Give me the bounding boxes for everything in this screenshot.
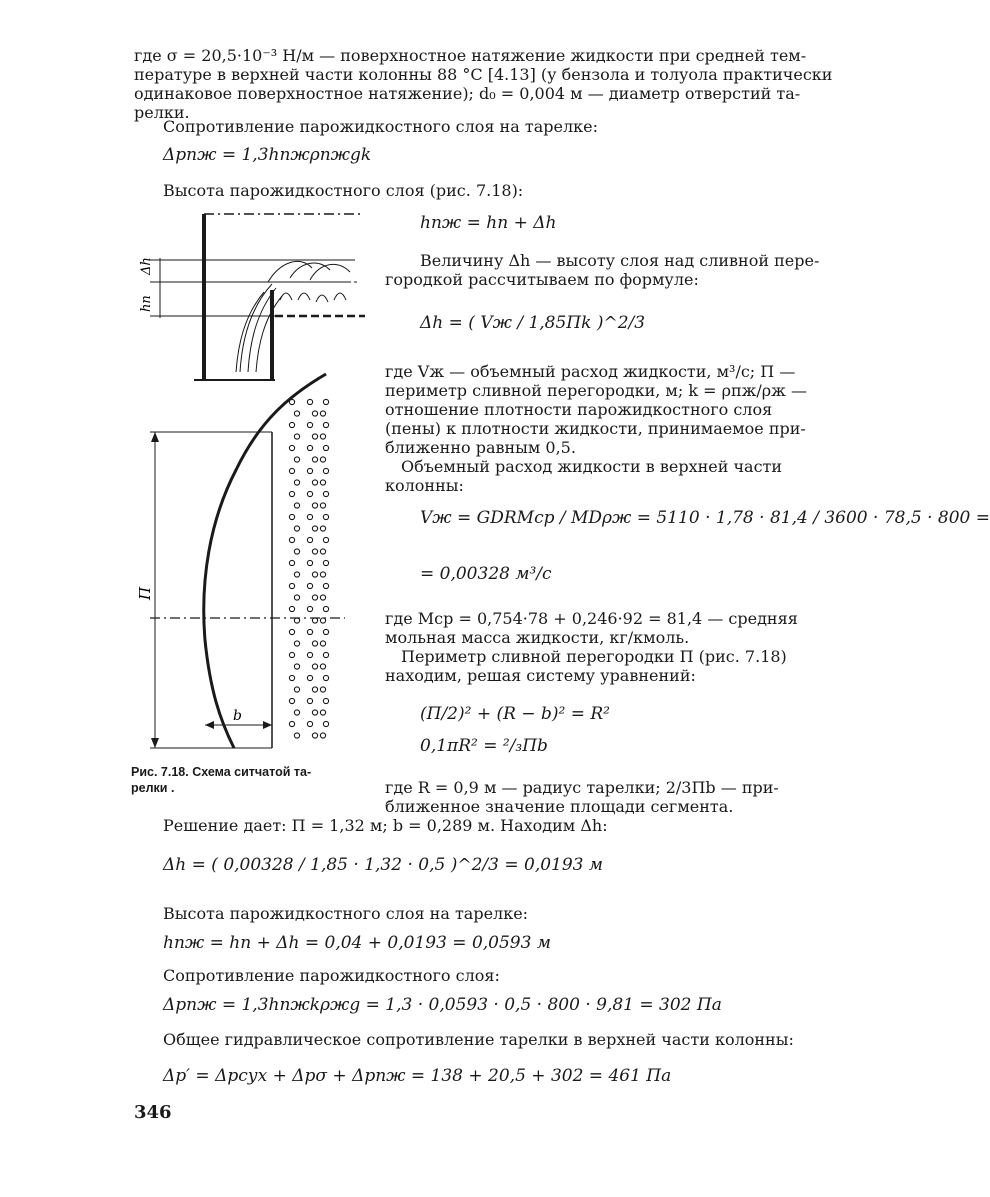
sieve-hole	[289, 606, 294, 611]
text-line: Величину Δh — высоту слоя над сливной пере-	[420, 251, 820, 270]
sieve-hole	[294, 572, 299, 577]
label-perimeter: П	[136, 586, 154, 600]
sieve-hole	[312, 503, 317, 508]
sieve-hole	[289, 629, 294, 634]
sieve-hole	[294, 526, 299, 531]
sieve-hole	[307, 422, 312, 427]
sieve-hole	[323, 399, 328, 404]
sieve-hole	[294, 710, 299, 715]
sieve-hole	[307, 698, 312, 703]
sieve-hole	[294, 480, 299, 485]
text-line: городкой рассчитываем по формуле:	[385, 270, 699, 289]
formula: Δh = ( 0,00328 / 1,85 · 1,32 · 0,5 )^2/3 = 0,0193 м	[163, 855, 603, 875]
sieve-hole	[323, 721, 328, 726]
sieve-hole	[312, 664, 317, 669]
formula: (П/2)² + (R − b)² = R²	[420, 704, 610, 724]
sieve-hole	[312, 572, 317, 577]
sieve-hole	[312, 457, 317, 462]
sieve-hole	[289, 399, 294, 404]
sieve-hole	[307, 652, 312, 657]
sieve-hole	[289, 721, 294, 726]
sieve-hole	[320, 503, 325, 508]
label-hp: hп	[139, 295, 154, 312]
sieve-hole	[312, 549, 317, 554]
formula: = 0,00328 м³/с	[420, 564, 552, 584]
sieve-hole	[294, 503, 299, 508]
figure-caption: релки .	[131, 781, 175, 795]
sieve-hole	[323, 445, 328, 450]
formula: Δpпж = 1,3hпжkρжg = 1,3 · 0,0593 · 0,5 · 800 · 9,81 = 302 Па	[163, 995, 722, 1015]
sieve-hole	[323, 537, 328, 542]
sieve-hole	[312, 687, 317, 692]
text-line: (пены) к плотности жидкости, принимаемое при-	[385, 419, 806, 438]
text-line: одинаковое поверхностное натяжение); d₀ = 0,004 м — диаметр отверстий та-	[134, 84, 801, 103]
sieve-hole	[323, 514, 328, 519]
text-line: Сопротивление парожидкостного слоя:	[163, 966, 500, 985]
sieve-hole	[294, 687, 299, 692]
sieve-hole	[320, 733, 325, 738]
sieve-hole	[289, 422, 294, 427]
sieve-hole	[289, 445, 294, 450]
sieve-hole	[312, 641, 317, 646]
sieve-hole	[320, 572, 325, 577]
sieve-hole	[307, 491, 312, 496]
text-line: где σ = 20,5·10⁻³ Н/м — поверхностное натяжение жидкости при средней тем-	[134, 46, 807, 65]
sieve-hole	[294, 434, 299, 439]
sieve-hole	[320, 480, 325, 485]
sieve-hole	[323, 629, 328, 634]
sieve-hole	[320, 618, 325, 623]
sieve-hole	[289, 514, 294, 519]
sieve-hole	[323, 422, 328, 427]
sieve-hole	[320, 457, 325, 462]
sieve-hole	[312, 595, 317, 600]
sieve-holes	[289, 399, 328, 738]
sieve-hole	[323, 491, 328, 496]
text-line: где Mср = 0,754·78 + 0,246·92 = 81,4 — средняя	[385, 609, 798, 628]
text-line: Объемный расход жидкости в верхней части	[401, 457, 783, 476]
sieve-hole	[307, 537, 312, 542]
sieve-hole	[294, 641, 299, 646]
text-line: ближенное значение площади сегмента.	[385, 797, 734, 816]
sieve-hole	[294, 549, 299, 554]
sieve-hole	[320, 664, 325, 669]
text-line: где R = 0,9 м — радиус тарелки; 2/3Пb — при-	[385, 778, 779, 797]
sieve-hole	[294, 664, 299, 669]
sieve-hole	[289, 537, 294, 542]
text-line: мольная масса жидкости, кг/кмоль.	[385, 628, 690, 647]
text-line: отношение плотности парожидкостного слоя	[385, 400, 773, 419]
sieve-hole	[307, 721, 312, 726]
text-line: Периметр сливной перегородки П (рис. 7.18)	[401, 647, 787, 666]
sieve-hole	[289, 560, 294, 565]
sieve-hole	[294, 595, 299, 600]
sieve-hole	[312, 411, 317, 416]
sieve-hole	[320, 549, 325, 554]
formula: Vж = GDRMср / MDρж = 5110 · 1,78 · 81,4 / 3600 · 78,5 · 800 =	[420, 508, 990, 528]
sieve-hole	[323, 652, 328, 657]
sieve-hole	[312, 526, 317, 531]
sieve-hole	[320, 687, 325, 692]
text-line: Общее гидравлическое сопротивление тарелки в верхней части колонны:	[163, 1030, 794, 1049]
sieve-hole	[312, 733, 317, 738]
figure-caption: Рис. 7.18. Схема ситчатой та-	[131, 765, 312, 779]
sieve-hole	[289, 652, 294, 657]
sieve-hole	[289, 583, 294, 588]
weir-section	[150, 214, 365, 380]
sieve-hole	[307, 514, 312, 519]
sieve-hole	[307, 560, 312, 565]
sieve-hole	[312, 710, 317, 715]
sieve-hole	[289, 468, 294, 473]
text-line: Сопротивление парожидкостного слоя на тарелке:	[163, 117, 598, 136]
sieve-hole	[323, 583, 328, 588]
sieve-hole	[320, 641, 325, 646]
sieve-hole	[289, 491, 294, 496]
formula: hпж = hп + Δh	[420, 213, 557, 233]
formula: Δpпж = 1,3hпжρпжgk	[163, 145, 372, 165]
sieve-hole	[312, 480, 317, 485]
sieve-hole	[323, 560, 328, 565]
text-line: Высота парожидкостного слоя на тарелке:	[163, 904, 529, 923]
sieve-hole	[307, 399, 312, 404]
formula: Δh = ( Vж / 1,85Пk )^2/3	[420, 313, 646, 333]
text-line: находим, решая систему уравнений:	[385, 666, 696, 685]
sieve-hole	[323, 468, 328, 473]
sieve-hole	[307, 468, 312, 473]
text-line: Решение дает: П = 1,32 м; b = 0,289 м. Находим Δh:	[163, 816, 608, 835]
sieve-hole	[294, 411, 299, 416]
sieve-hole	[307, 583, 312, 588]
text-line: релки.	[134, 103, 190, 122]
sieve-hole	[312, 434, 317, 439]
sieve-hole	[320, 526, 325, 531]
sieve-hole	[289, 698, 294, 703]
sieve-hole	[294, 618, 299, 623]
sieve-hole	[323, 606, 328, 611]
text-line: ближенно равным 0,5.	[385, 438, 576, 457]
sieve-hole	[320, 710, 325, 715]
sieve-hole	[312, 618, 317, 623]
sieve-hole	[307, 675, 312, 680]
sieve-hole	[320, 595, 325, 600]
sieve-hole	[320, 434, 325, 439]
formula: Δp′ = Δpсух + Δpσ + Δpпж = 138 + 20,5 + 302 = 461 Па	[163, 1066, 672, 1086]
text-line: пературе в верхней части колонны 88 °С [4.13] (у бензола и толуола практически	[134, 65, 833, 84]
page-number: 346	[134, 1102, 172, 1123]
sieve-hole	[323, 675, 328, 680]
tray-plan	[150, 374, 345, 748]
sieve-hole	[289, 675, 294, 680]
text-line: периметр сливной перегородки, м; k = ρпж/ρж —	[385, 381, 807, 400]
label-dh: Δh	[139, 257, 154, 275]
sieve-hole	[294, 733, 299, 738]
text-line: где Vж — объемный расход жидкости, м³/с; П —	[385, 362, 796, 381]
formula: hпж = hп + Δh = 0,04 + 0,0193 = 0,0593 м	[163, 933, 551, 953]
sieve-hole	[323, 698, 328, 703]
text-line: колонны:	[385, 476, 464, 495]
label-b: b	[233, 708, 242, 724]
text-line: Высота парожидкостного слоя (рис. 7.18):	[163, 181, 524, 200]
sieve-hole	[320, 411, 325, 416]
sieve-hole	[307, 629, 312, 634]
sieve-hole	[307, 606, 312, 611]
sieve-hole	[307, 445, 312, 450]
sieve-hole	[294, 457, 299, 462]
formula: 0,1πR² = ²/₃Пb	[420, 736, 548, 756]
